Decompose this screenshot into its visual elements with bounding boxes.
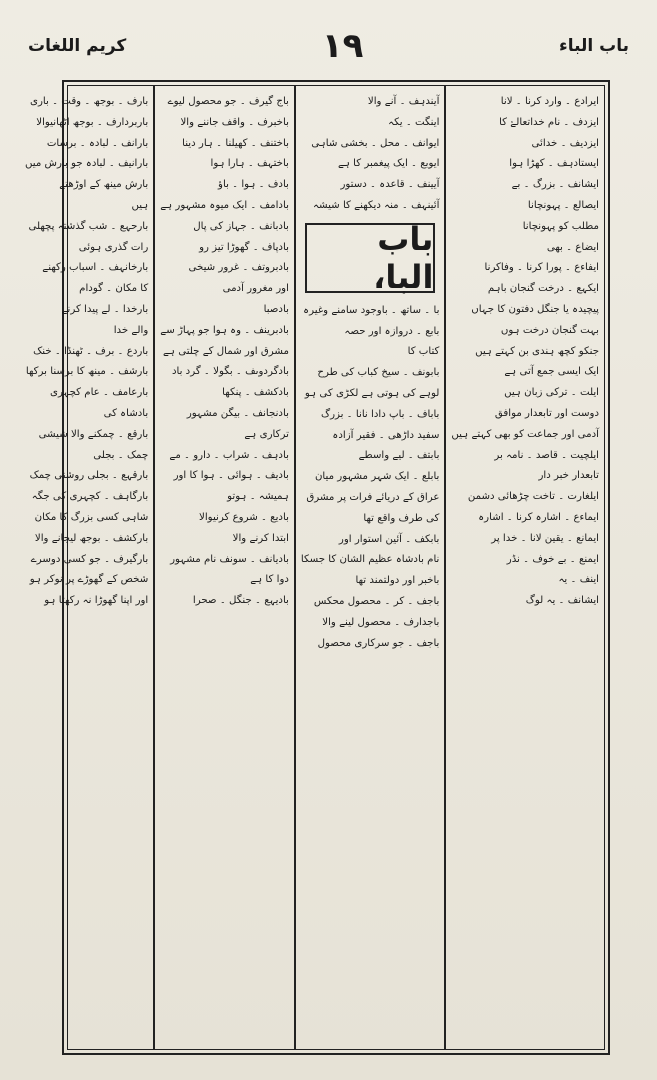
entry-line: بابونف ۔ سیخ کباب کی طرح — [317, 367, 440, 379]
entry-line: ایزدف ۔ نام خداتعالےٰ کا — [499, 116, 599, 128]
entry-line: آدمی اور جماعت کو بھی کہتے ہیں — [451, 428, 599, 440]
column-1 — [444, 86, 604, 1049]
entry-line: بارکشف ۔ بوجھ لیجانے والا — [34, 532, 149, 544]
entry-line: ایمنع ۔ بے خوف ۔ نڈر — [506, 553, 599, 565]
entry-line: بارقہع ۔ بجلی روشنی چمک — [29, 470, 149, 482]
entry-line: اور اپنا گھوڑا نہ رکھتا ہو — [44, 595, 149, 607]
entry-line: بارش مینھ کے اوڑھتے — [59, 179, 149, 191]
entry-line: آئینہف ۔ منہ دیکھنے کا شیشہ — [313, 199, 440, 211]
entry-line: بابع ۔ دروازہ اور حصہ — [344, 325, 440, 337]
entry-line: پیچیدہ یا جنگل دفتون کا جہاں — [471, 303, 599, 315]
entry-line: شخص کے گھوڑے پر نوکر ہو — [29, 574, 149, 586]
entry-line: ایرادع ۔ وارد کرنا ۔ لانا — [500, 96, 599, 107]
book-title: کریم اللغات — [28, 36, 127, 56]
entry-line: بادبرینف ۔ وہ ہوا جو پہاڑ سے — [160, 324, 289, 336]
columns-container — [25, 85, 605, 1050]
entry-line: بادصبا — [263, 303, 289, 315]
entry-line: ایلچیت ۔ قاصد ۔ نامہ بر — [494, 449, 599, 461]
entry-line: باباف ۔ باپ دادا نانا ۔ بزرگ — [320, 408, 440, 420]
entry-line: اینگت ۔ یکہ — [388, 116, 440, 128]
entry-line: باخبرف ۔ واقف جاننے والا — [180, 116, 289, 128]
entry-line: ایوانف ۔ محل ۔ بخشی شاہی — [311, 137, 440, 149]
entry-line: باختنف ۔ کھیلنا ۔ ہار دینا — [182, 137, 289, 149]
entry-line: نام بادشاہ عظیم الشان کا جسکا — [300, 554, 440, 566]
entry-line: ایصالع ۔ پہونچانا — [527, 199, 599, 211]
page-header — [28, 22, 629, 70]
entry-line: ایضاع ۔ بھی — [546, 241, 599, 253]
entry-line: دوا کا ہے — [250, 574, 289, 586]
entry-line: بادبانف ۔ جہاز کی پال — [193, 220, 289, 232]
column-3 — [153, 86, 294, 1049]
entry-line: ایکہع ۔ درخت گنجان باہم — [487, 283, 599, 295]
entry-line: ہمیشہ ۔ ہوتو — [227, 491, 289, 503]
text-frame — [25, 80, 610, 1055]
entry-line: با ۔ ساتھ ۔ باوجود سامنے وغیرہ — [303, 304, 440, 316]
entry-line: سفید داڑھی ۔ فقیر آزادہ — [332, 429, 440, 441]
entry-line: بارف ۔ بوجھ ۔ وقت ۔ باری — [30, 96, 149, 107]
entry-line: بارگاہف ۔ کچہری کی جگہ — [31, 491, 149, 503]
entry-line: ایزدیف ۔ خدائی — [531, 137, 599, 149]
page-number: ١٩ — [321, 26, 364, 66]
entry-line: مشرق اور شمال کے چلتی ہے — [163, 345, 289, 357]
entry-line: بادکشف ۔ پنکھا — [222, 387, 289, 399]
entry-line: باج گیرف ۔ جو محصول لیوے — [167, 96, 289, 107]
entry-line: تابعدار خبر دار — [538, 470, 599, 482]
entry-line: باردع ۔ برف ۔ ٹھنڈا ۔ خنک — [33, 345, 149, 357]
entry-line: ایک ایسی جمع آتی ہے — [504, 366, 599, 378]
entry-line: ہیں — [131, 199, 149, 211]
entry-line: جنکو کچھ ہندی بن کہتے ہیں — [475, 345, 599, 357]
entry-line: بارخدا ۔ لے پیدا کرنے — [61, 303, 149, 315]
entry-line: بابکف ۔ آئین استوار اور — [338, 533, 440, 545]
entry-line: بارانیف ۔ لبادہ جو بارش میں — [25, 158, 149, 170]
entry-line: باجف ۔ جو سرکاری محصول — [317, 637, 440, 649]
entry-line: لوہے کی ہوتی ہے لکڑی کی ہو — [304, 387, 440, 399]
entry-line: باجدارف ۔ محصول لینے والا — [322, 616, 440, 628]
entry-line: بادیہع ۔ جنگل ۔ صحرا — [192, 595, 289, 607]
entry-line: بادگردوںف ۔ بگولا ۔ گرد باد — [171, 366, 289, 378]
section-title-box — [305, 219, 436, 296]
entry-line: بارحہع ۔ شب گذشتہ پچھلی — [28, 220, 149, 232]
entry-line: ایشانف ۔ یہ لوگ — [525, 595, 599, 607]
entry-line: ایلغارت ۔ تاخت چڑھائی دشمن — [467, 491, 599, 503]
entry-line: آیینف ۔ قاعدہ ۔ دستور — [340, 179, 440, 191]
entry-line: بادامف ۔ ایک میوہ مشہور ہے — [160, 199, 289, 211]
entry-line: عراق کے دریائے فرات پر مشرق — [306, 491, 440, 503]
entry-line: بادیف ۔ ہوائی ۔ ہوا کا اور — [173, 470, 289, 482]
entry-line: بادیع ۔ شروع کرنیوالا — [199, 511, 289, 523]
entry-line: بارانف ۔ لبادہ ۔ برسات — [46, 137, 149, 149]
entry-line: بارشف ۔ مینھ کا برسنا برکھا — [25, 366, 149, 378]
entry-line: بابتف ۔ لیے واسطے — [358, 450, 440, 462]
entry-line: بابلع ۔ ایک شہر مشہور میان — [314, 471, 440, 483]
entry-line: باخبر اور دولتمند تھا — [355, 575, 440, 587]
entry-line: بادیانف ۔ سونف نام مشہور — [170, 553, 289, 565]
column-4 — [20, 86, 153, 1049]
entry-line: ابتدا کرنے والا — [232, 532, 289, 544]
entry-line: بہت گنجان درخت ہوں — [500, 324, 599, 336]
entry-line: ایماءع ۔ اشارہ کرنا ۔ اشارہ — [478, 511, 599, 523]
entry-line: ایستادہف ۔ کھڑا ہوا — [509, 158, 599, 170]
entry-line: بادبروتف ۔ غرور شیخی — [188, 262, 289, 274]
entry-line: بارعامف ۔ عام کچہری — [50, 387, 149, 399]
entry-line: اور مغرور آدمی — [222, 283, 289, 295]
column-2 — [294, 86, 445, 1049]
entry-line: دوست اور تابعدار موافق — [494, 407, 599, 419]
entry-line: باربردارف ۔ بوجھ اٹھانیوالا — [36, 116, 149, 128]
entry-line: مطلب کو پہونچانا — [522, 220, 599, 232]
entry-line: کی طرف واقع تھا — [363, 512, 440, 524]
entry-line: آیندہف ۔ آنے والا — [367, 96, 440, 107]
entry-line: بادہف ۔ شراب ۔ دارو ۔ مے — [169, 449, 289, 461]
entry-line: رات گذری ہوئی — [78, 241, 149, 253]
entry-line: شاہی کسی بزرگ کا مکان — [34, 511, 149, 523]
entry-line: ایوبع ۔ ایک پیغمبر کا ہے — [337, 158, 440, 170]
entry-line: بارقع ۔ چمکنے والا شیشی — [38, 428, 149, 440]
entry-line: بادنجانف ۔ بیگن مشہور — [186, 407, 289, 419]
entry-line: کتاب کا — [407, 346, 440, 358]
entry-line: ایلت ۔ ترکی زبان ہیں — [504, 387, 599, 399]
entry-line: بارگیرف ۔ جو کسی دوسرے — [30, 553, 149, 565]
entry-line: ایفاءع ۔ پورا کرنا ۔ وفاکرنا — [484, 262, 599, 274]
entry-line: باختہف ۔ ہارا ہوا — [210, 158, 289, 170]
entry-line: ترکاری ہے — [244, 428, 289, 440]
entry-line: اینف ۔ یہ — [558, 574, 599, 586]
entry-line: والے خدا — [113, 324, 149, 336]
entry-line: ایشانف ۔ بزرگ ۔ بے — [511, 179, 599, 191]
section-running-head: باب الباء — [559, 36, 629, 56]
entry-line: بارخانہف ۔ اسباب رکھنے — [42, 262, 149, 274]
entry-line: کا مکان ۔ گودام — [79, 283, 149, 295]
entry-line: ایمانع ۔ یقین لانا ۔ خدا پر — [491, 532, 599, 544]
entry-line: باجف ۔ کر ۔ محصول محکس — [313, 595, 440, 607]
entry-line: چمک ۔ بجلی — [93, 449, 149, 461]
entry-line: بادف ۔ ہوا ۔ باؤ — [218, 179, 289, 191]
section-title: باب البا، — [373, 219, 434, 296]
entry-line: بادپاف ۔ گھوڑا تیز رو — [199, 241, 289, 253]
entry-line: بادشاہ کی — [103, 407, 149, 419]
